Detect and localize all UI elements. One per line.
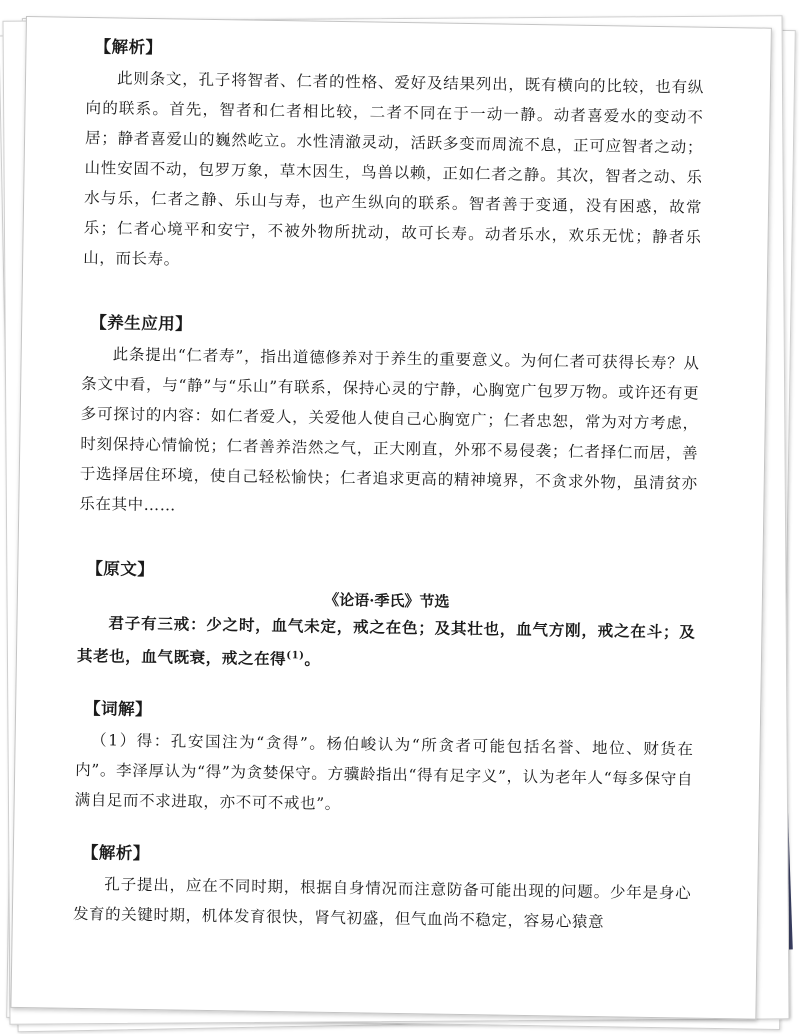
glossary-section <box>74 695 694 825</box>
analysis-paragraph: 孔子提出，应在不同时期，根据自身情况而注意防备可能出现的问题。少年是身心发育的关键时期，机体发育很快，肾气初盛，但气血尚不稳定，容易心猿意 <box>72 875 692 932</box>
glossary-heading: 【词解】 <box>83 699 153 720</box>
analysis-section-2 <box>73 839 692 939</box>
original-text-body: 君子有三戒：少之时，血气未定，戒之在色；及其壮也，血气方刚，戒之在斗；及其老也，血气既衰，戒之在得 <box>76 613 696 669</box>
health-application-section <box>79 309 700 529</box>
analysis-paragraph: 此则条文，孔子将智者、仁者的性格、爱好及结果列出，既有横向的比较，也有纵向的联系。首先，智者和仁者相比较，二者不同在于一动一静。动者喜爱水的变动不居；静者喜爱山的巍然屹立。水性清澈灵动，活跃多变而周流不息，正可应智者之动；山性安固不动，包罗万象，草木因生，鸟兽以赖，正如仁者之静。其次，智者之动、乐水与乐，仁者之静、乐山与寿，也产生纵向的联系。智者善于变通，没有困惑，故常乐；仁者心境平和安宁，不被外物所扰动，故可长寿。动者乐水，欢乐无忧；静者乐山，而长寿。 <box>83 69 705 269</box>
analysis-section-1 <box>83 33 705 283</box>
original-text-end: 。 <box>304 649 321 669</box>
footnote-marker: (1) <box>286 650 305 662</box>
glossary-paragraph: （1）得：孔安国注为“贪得”。杨伯峻认为“所贪者可能包括名誉、地位、财货在内”。李泽厚认为“得”为贪婪保守。方骥龄指出“得有足字义”，认为老年人“每多保守自满自足而不求进取，亦不可不戒也”。 <box>74 731 694 814</box>
original-text-paragraph <box>77 608 696 681</box>
health-application-heading: 【养生应用】 <box>90 313 193 334</box>
document-page <box>10 16 771 1020</box>
source-title: 《论语·季氏》节选 <box>324 590 450 611</box>
original-text-section <box>77 555 697 681</box>
health-application-paragraph: 此条提出“仁者寿”，指出道德修养对于养生的重要意义。为何仁者可获得长寿？从条文中看，与“静”与“乐山”有联系，保持心灵的宁静，心胸宽广包罗万物。或许还有更多可探讨的内容：如仁者爱人，关爱他人使自己心胸宽广；仁者忠恕，常为对方考虑，时刻保持心情愉悦；仁者善养浩然之气，正大刚直，外邪不易侵袭；仁者择仁而居，善于选择居住环境，使自己轻松愉快；仁者追求更高的精神境界，不贪求外物，虽清贫亦乐在其中…… <box>79 345 700 515</box>
original-text-heading: 【原文】 <box>86 559 155 580</box>
page-content <box>72 33 704 963</box>
analysis-heading: 【解析】 <box>94 37 163 58</box>
analysis-heading: 【解析】 <box>81 843 151 864</box>
